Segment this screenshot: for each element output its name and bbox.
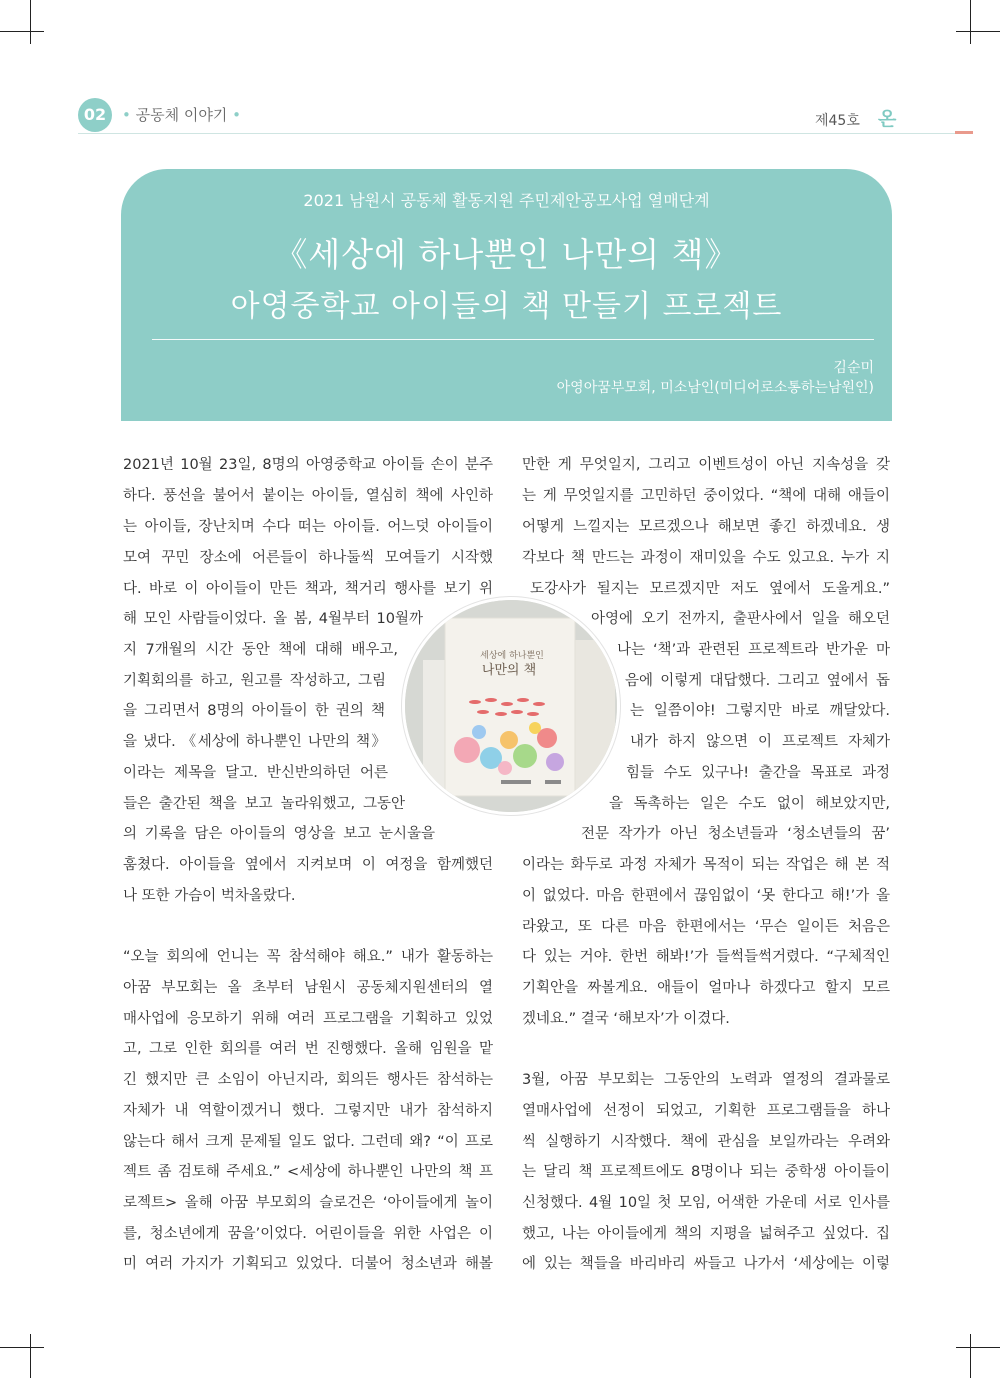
text-line: 을 그리면서 8명의 아이들이 한 권의 책 (123, 703, 385, 719)
text-line: 신청했다. 4월 10일 첫 모임, 어색한 가운데 서로 인사를 (522, 1195, 890, 1211)
logo-mark: 온 (878, 108, 897, 130)
text-line: 는 달리 책 프로젝트에도 8명이나 되는 중학생 아이들이 (522, 1164, 890, 1180)
text-line: 도강사가 될지는 모르겠지만 저도 옆에서 도울게요.” (530, 581, 890, 597)
text-line: 어떻게 느낄지는 모르겠으나 해보면 좋긴 하겠네요. 생 (522, 519, 890, 535)
text-line: 아영에 오기 전까지, 출판사에서 일을 해오던 (591, 611, 890, 627)
text-line: 는 일쯤이야! 그렇지만 바로 깨달았다. (630, 703, 890, 719)
text-line: 자체가 내 역할이겠거니 했다. 그렇지만 내가 참석하지 (123, 1103, 493, 1119)
crop-mark (0, 1347, 44, 1348)
text-line: 나 또한 가슴이 벅차올랐다. (123, 888, 296, 904)
text-line: 열매사업에 선정이 되었고, 기획한 프로그램들을 하나 (522, 1103, 890, 1119)
header-accent (955, 131, 973, 134)
crop-mark (30, 1334, 31, 1378)
text-line: 훔쳤다. 아이들을 옆에서 지켜보며 이 여정을 함께했던 (123, 857, 493, 873)
text-line: 을 냈다. 《세상에 하나뿐인 나만의 책》 (123, 734, 386, 750)
book-photo (402, 597, 620, 815)
author-name: 김순미 (833, 360, 874, 376)
text-line: 로젝트> 올해 아꿈 부모회의 슬로건은 ‘아이들에게 놀이 (123, 1195, 493, 1211)
header-rule (78, 133, 973, 134)
text-line: 에 있는 책들을 바리바리 싸들고 나가서 ‘세상에는 이렇 (522, 1256, 890, 1272)
crop-mark (970, 0, 971, 44)
text-line: 않는다 해서 크게 문제될 일도 없다. 그런데 왜? “이 프로 (123, 1134, 493, 1150)
bullet-dot-icon: • (122, 106, 131, 124)
text-line: 미 여러 가지가 기획되고 있었다. 더불어 청소년과 해볼 (123, 1256, 493, 1272)
text-line: 이라는 제목을 달고. 반신반의하던 어른 (123, 765, 388, 781)
banner-divider (152, 339, 874, 340)
text-line: 겠네요.” 결국 ‘해보자’가 이겼다. (522, 1011, 730, 1027)
crop-mark (970, 1334, 971, 1378)
banner-subtitle: 2021 남원시 공동체 활동지원 주민제안공모사업 열매단계 (303, 191, 710, 210)
bullet-dot-icon: • (232, 106, 241, 124)
text-line: 기획안을 짜볼게요. 애들이 얼마나 하겠다고 할지 모르 (522, 980, 890, 996)
text-line: 각보다 책 만드는 과정이 재미있을 수도 있고요. 누가 지 (522, 550, 890, 566)
text-line: 모여 꾸민 장소에 어른들이 하나둘씩 모여들기 시작했 (123, 550, 493, 566)
issue-number: 제45호 (815, 113, 860, 129)
text-line: 는 게 무엇일지를 고민하던 중이었다. “책에 대해 애들이 (522, 488, 890, 504)
book-illustration (405, 600, 617, 812)
text-line: 들은 출간된 책을 보고 놀라워했고, 그동안 (123, 796, 405, 812)
text-line: 만한 게 무엇일지, 그리고 이벤트성이 아닌 지속성을 갖 (522, 457, 890, 473)
text-line: 이 없었다. 마음 한편에서 끊임없이 ‘못 한다고 해!’가 올 (522, 888, 890, 904)
crop-mark (0, 31, 44, 32)
text-line: 전문 작가가 아닌 청소년들과 ‘청소년들의 꿈’ (581, 826, 890, 842)
text-line: 했고, 나는 아이들에게 책의 지평을 넓혀주고 싶었다. 집 (522, 1226, 890, 1242)
text-line: 고, 그로 인한 회의를 여러 번 진행했다. 올해 임원을 맡 (123, 1041, 493, 1057)
text-line: 음에 이렇게 대답했다. 그리고 옆에서 돕 (625, 673, 890, 689)
text-line: 하다. 풍선을 불어서 붙이는 아이들, 열심히 책에 사인하 (123, 488, 493, 504)
text-line: 아꿈 부모회는 올 초부터 남원시 공동체지원센터의 열 (123, 980, 493, 996)
book-cover-title-small: 세상에 하나뿐인 (480, 651, 544, 661)
banner-title-line2: 아영중학교 아이들의 책 만들기 프로젝트 (230, 289, 783, 324)
text-line: 기획회의를 하고, 원고를 작성하고, 그림 (123, 673, 386, 689)
text-line: 다. 바로 이 아이들이 만든 책과, 책거리 행사를 보기 위 (123, 581, 493, 597)
text-line: 3월, 아꿈 부모회는 그동안의 노력과 열정의 결과물로 (522, 1072, 890, 1088)
text-line: 이라는 화두로 과정 자체가 목적이 되는 작업은 해 본 적 (522, 857, 890, 873)
text-line: 힘들 수도 있구나! 출간을 목표로 과정 (626, 765, 890, 781)
text-line: 매사업에 응모하기 위해 여러 프로그램을 기획하고 있었 (123, 1011, 493, 1027)
text-line: 나는 ‘책’과 관련된 프로젝트라 반가운 마 (617, 642, 890, 658)
crop-mark (30, 0, 31, 44)
text-line: “오늘 회의에 언니는 꼭 참석해야 해요.” 내가 활동하는 (123, 949, 493, 965)
crop-mark (956, 1347, 1000, 1348)
text-line: 는 아이들, 장난치며 수다 떠는 아이들. 어느덧 아이들이 (123, 519, 493, 535)
text-line: 을 독촉하는 일은 수도 없이 해보았지만, (609, 796, 890, 812)
text-line: 지 7개월의 시간 동안 책에 대해 배우고, (123, 642, 398, 658)
author-affiliation: 아영아꿈부모회, 미소남인(미디어로소통하는남원인) (556, 380, 874, 396)
section-title (122, 104, 241, 125)
title-banner (121, 169, 892, 421)
text-line: 해 모인 사람들이었다. 올 봄, 4월부터 10월까 (123, 611, 423, 627)
text-line: 를, 청소년에게 꿈을’이었다. 어린이들을 위한 사업은 이 (123, 1226, 493, 1242)
crop-mark (956, 31, 1000, 32)
text-line: 내가 하지 않으면 이 프로젝트 자체가 (630, 734, 890, 750)
page-number-badge: 02 (78, 98, 112, 132)
text-line: 긴 했지만 큰 소임이 아닌지라, 회의든 행사든 참석하는 (123, 1072, 493, 1088)
banner-title-line1: 《세상에 하나뿐인 나만의 책》 (274, 235, 739, 274)
text-line: 다 있는 거야. 한번 해봐!’가 들썩들썩거렸다. “구체적인 (522, 949, 890, 965)
book-cover-title: 나만의 책 (481, 663, 537, 678)
text-line: 의 기록을 담은 아이들의 영상을 보고 눈시울을 (123, 826, 435, 842)
text-line: 젝트 좀 검토해 주세요.” <세상에 하나뿐인 나만의 책 프 (123, 1164, 493, 1180)
section-label: 공동체 이야기 (135, 106, 228, 124)
text-line: 씩 실행하기 시작했다. 책에 관심을 보일까라는 우려와 (522, 1134, 890, 1150)
text-line: 라왔고, 또 다른 마음 한편에서는 ‘무슨 일이든 처음은 (522, 919, 890, 935)
text-line: 2021년 10월 23일, 8명의 아영중학교 아이들 손이 분주 (123, 457, 493, 473)
